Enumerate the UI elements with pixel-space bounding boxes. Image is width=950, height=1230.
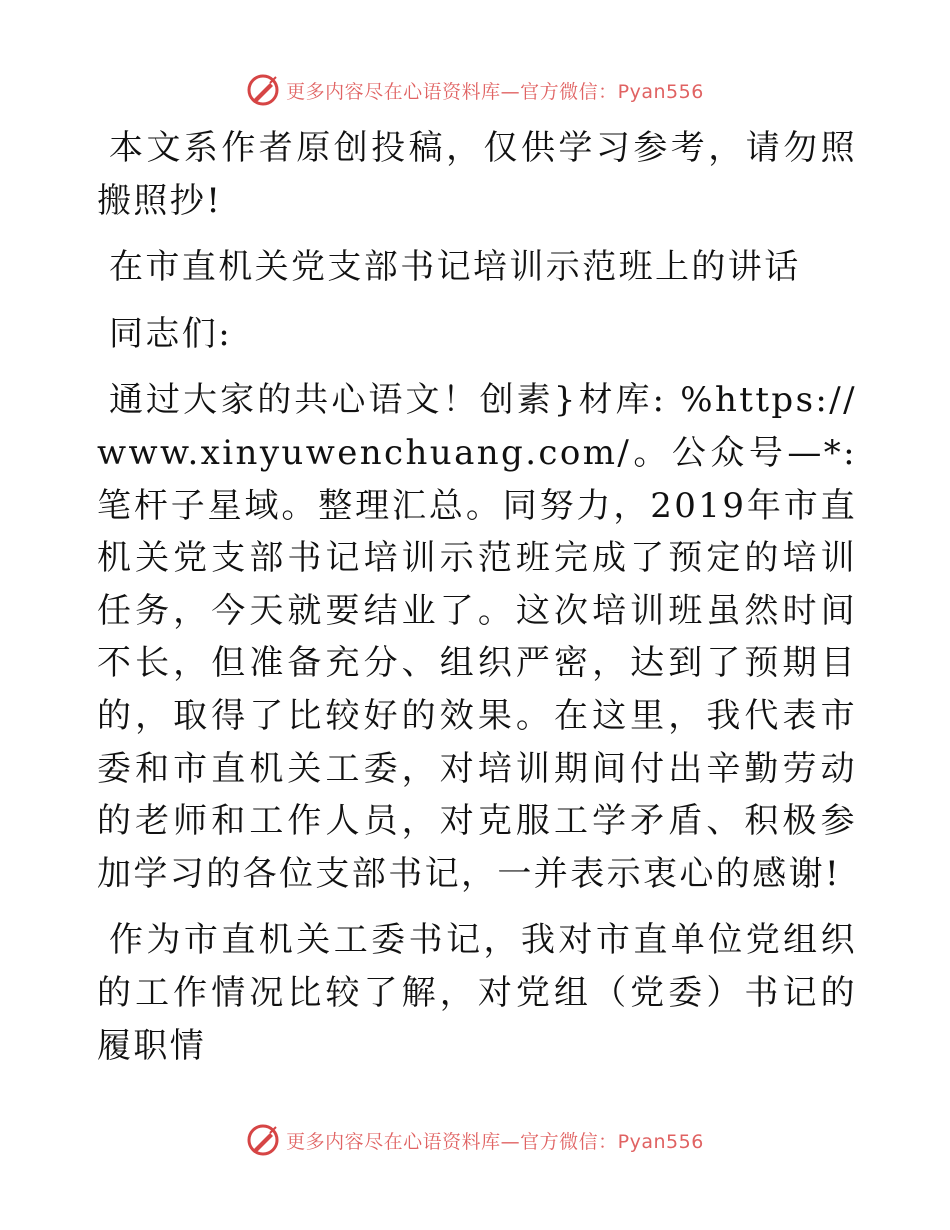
body-paragraph: 通过大家的共心语文！创素}材库: %https://www.xinyuwenchuang.com/。公众号—*: 笔杆子星域。整理汇总。同努力，2019年市直机关党支部书记培训示范班完成了预定的培训任务，今天就要结业了。这次培训班虽然时间不长，但准备充分、组织严密，达到了预期目的，取得了比较好的效果。在这里，我代表市委和市直机关工委，对培训期间付出辛勤劳动的老师和工作人员，对克服工学矛盾、积极参加学习的各位支部书记，一并表示衷心的感谢! — [97, 380, 857, 894]
disclaimer-paragraph: 本文系作者原创投稿，仅供学习参考，请勿照搬照抄! — [97, 128, 857, 221]
speech-title: 在市直机关党支部书记培训示范班上的讲话 — [109, 247, 801, 288]
watermark-text: 更多内容尽在心语资料库—官方微信：Pyan556 — [286, 80, 704, 103]
salutation: 同志们: — [109, 313, 233, 354]
header-watermark — [0, 70, 950, 110]
body-paragraph: 作为市直机关工委书记，我对市直单位党组织的工作情况比较了解，对党组（党委）书记的履职情 — [97, 920, 857, 1066]
quill-logo-icon — [246, 73, 280, 107]
watermark-text: 更多内容尽在心语资料库—官方微信：Pyan556 — [286, 1130, 704, 1153]
quill-logo-icon — [246, 1123, 280, 1157]
footer-watermark — [0, 1120, 950, 1160]
document-body — [97, 122, 857, 1072]
